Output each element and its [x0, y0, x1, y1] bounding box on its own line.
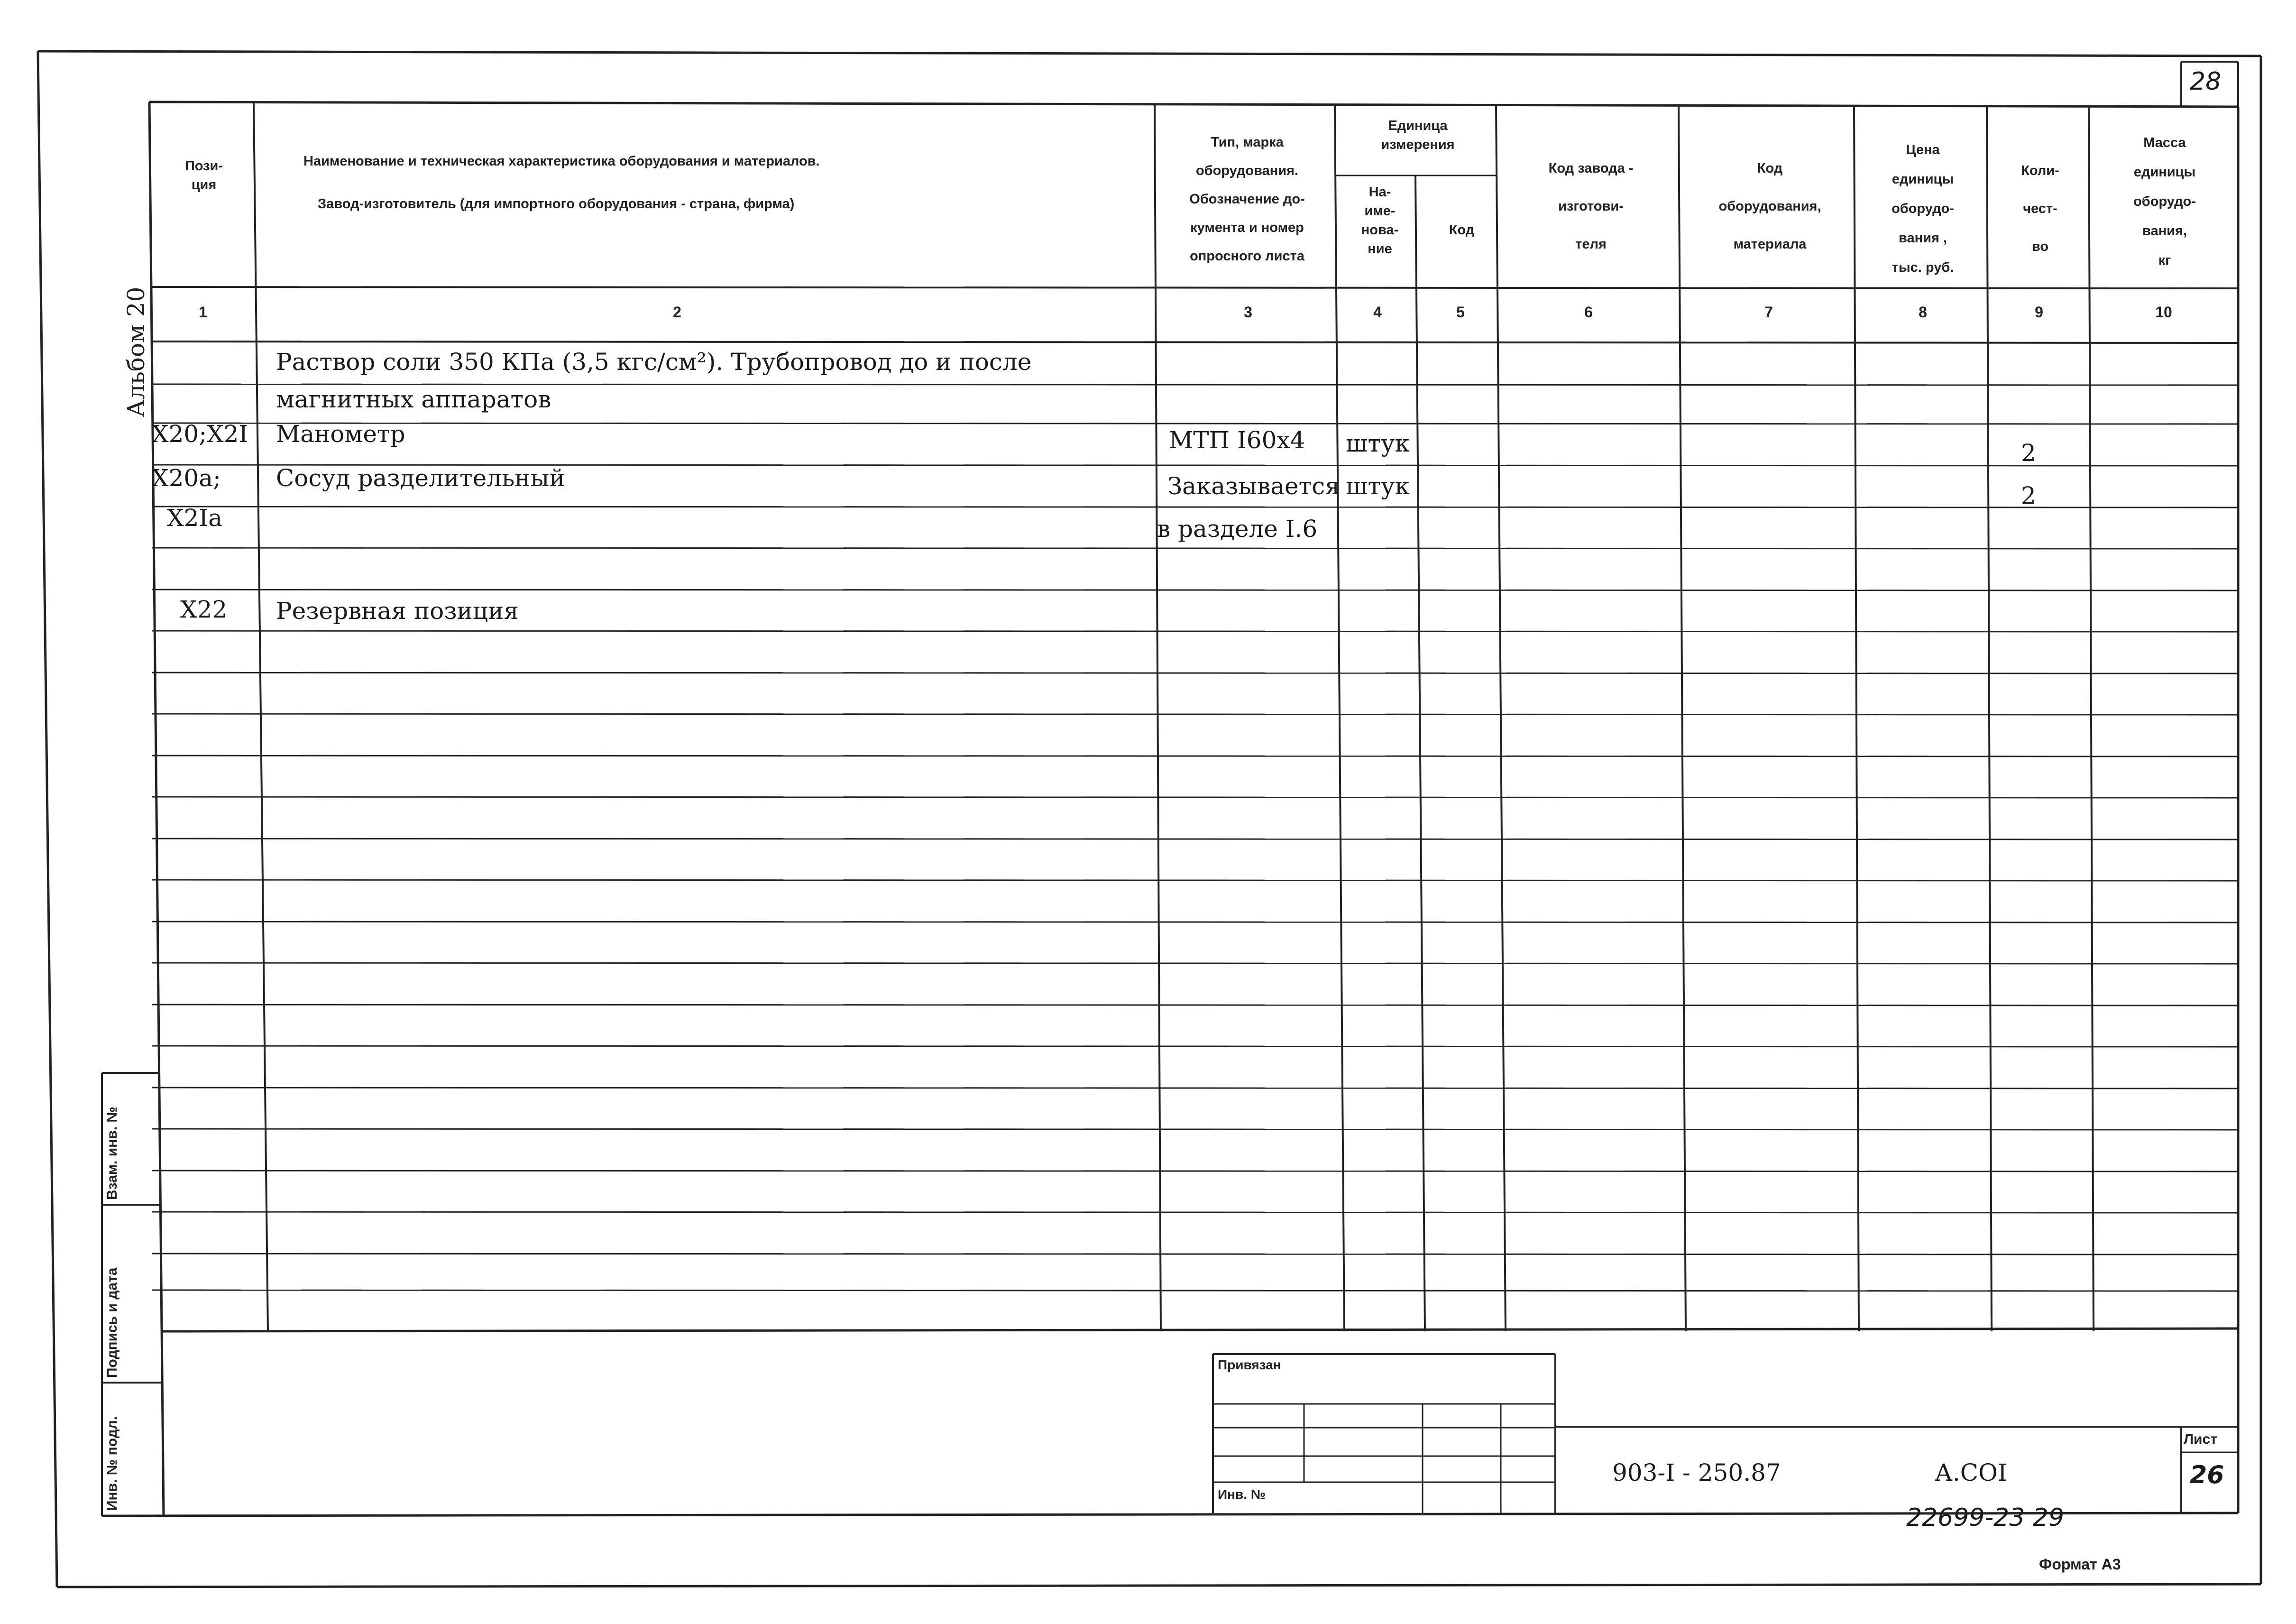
table-row-name: Резервная позиция — [276, 597, 519, 625]
header-col1: Пози- ция — [184, 158, 223, 193]
table-row-name: магнитных аппаратов — [276, 386, 551, 413]
sheet-top-number: 28 — [2190, 67, 2222, 96]
column-number: 7 — [1764, 304, 1773, 321]
table-row-position: Х2Iа — [167, 504, 222, 532]
table-row-quantity: 2 — [2021, 482, 2036, 509]
header-unit-group: Единица измерения — [1381, 118, 1455, 152]
side-label-replacement-inv: Взам. инв. № — [104, 1107, 120, 1200]
header-col8: Цена единицы оборудо- вания , тыс. руб. — [1892, 142, 1954, 275]
table-row-name: Сосуд разделительный — [276, 464, 565, 492]
side-label-signature-date: Подпись и дата — [104, 1267, 120, 1378]
column-number: 1 — [199, 304, 207, 321]
doc-code: 903-I - 250.87 — [1612, 1459, 1781, 1486]
album-code: А.СОI — [1935, 1459, 2007, 1486]
column-number: 8 — [1919, 304, 1927, 321]
side-label-original-inv: Инв. № подл. — [104, 1416, 120, 1511]
column-number: 9 — [2035, 304, 2043, 321]
format-label: Формат А3 — [2039, 1556, 2121, 1573]
table-row-name: Манометр — [276, 420, 405, 448]
table-row-type: в разделе I.6 — [1157, 515, 1318, 543]
header-col9: Коли- чест- во — [2021, 163, 2059, 254]
table-row-position: Х20;Х2I — [152, 420, 248, 448]
bottom-number: 22699-23 29 — [1906, 1504, 2065, 1532]
album-label: Альбом 20 — [122, 286, 150, 417]
column-number: 3 — [1244, 304, 1252, 321]
sheet-value: 26 — [2190, 1461, 2224, 1489]
table-row-type: МТП I60х4 — [1169, 426, 1305, 454]
table-row-unit: штук — [1346, 472, 1410, 500]
column-number: 6 — [1584, 304, 1593, 321]
table-row-unit: штук — [1346, 430, 1410, 457]
header-col7: Код оборудования, материала — [1718, 161, 1821, 252]
table-row-name: Раствор соли 350 КПа (3,5 кгс/см²). Трубопровод до и после — [276, 348, 1032, 376]
header-col2: Наименование и техническая характеристика оборудования и материалов. Завод-изготовитель (для импортного оборудования - страна, фирма) — [303, 154, 820, 212]
table-row-type: Заказывается — [1167, 472, 1340, 500]
header-col5: Код — [1449, 222, 1475, 238]
table-row-position: Х22 — [180, 596, 228, 623]
stamp-privyazan: Привязан — [1218, 1357, 1281, 1372]
table-row-position: Х20а; — [152, 464, 221, 492]
column-number: 2 — [673, 304, 681, 321]
header-col6: Код завода - изготови- теля — [1548, 161, 1634, 252]
column-number: 5 — [1456, 304, 1465, 321]
sheet-label: Лист — [2184, 1431, 2217, 1447]
table-row-quantity: 2 — [2021, 439, 2036, 467]
column-number: 4 — [1373, 304, 1382, 321]
header-col10: Масса единицы оборудо- вания, кг — [2133, 135, 2196, 268]
column-number: 10 — [2155, 304, 2172, 321]
stamp-inv-no: Инв. № — [1218, 1487, 1266, 1502]
header-col3: Тип, марка оборудования. Обозначение до- кумента и номер опросного листа — [1189, 135, 1305, 264]
header-col4: На- име- нова- ние — [1361, 185, 1399, 257]
